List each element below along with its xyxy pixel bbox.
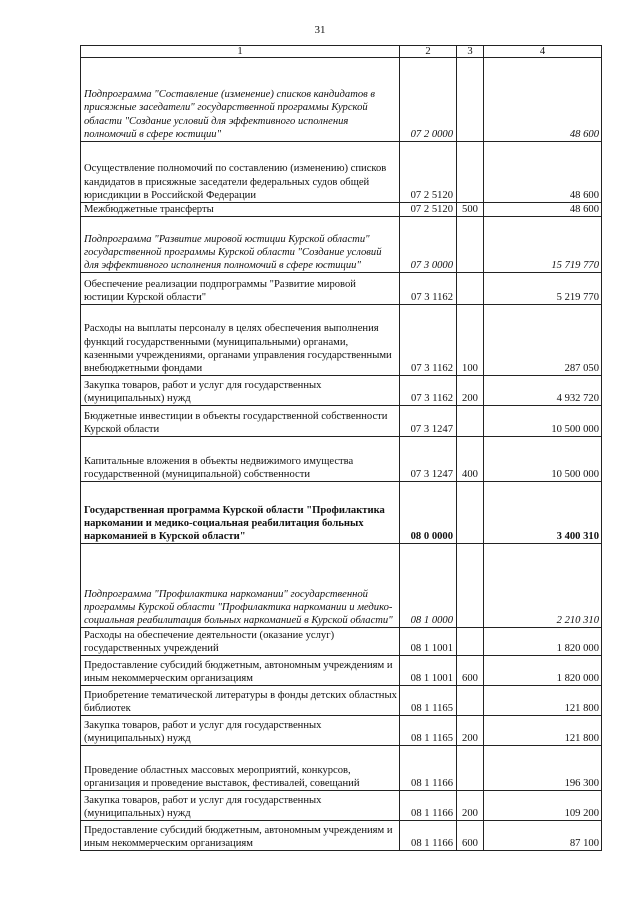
table-row (81, 406, 602, 437)
row-vr-cell: 200 (457, 791, 484, 821)
row-amount-cell: 10 500 000 (484, 406, 602, 437)
table-row (81, 142, 602, 203)
header-col-amount: 4 (484, 46, 602, 58)
table-row (81, 791, 602, 821)
header-col-name: 1 (81, 46, 400, 58)
row-vr-cell: 200 (457, 716, 484, 746)
row-name-cell: Расходы на выплаты персоналу в целях обеспечения выполнения функций государственными (муниципальными) органами, казенными учреждениями, органами управления государственными внебюджетными фондами (81, 305, 400, 376)
table-row (81, 273, 602, 305)
row-amount-cell: 87 100 (484, 821, 602, 851)
row-amount-cell: 48 600 (484, 142, 602, 203)
row-vr-cell (457, 58, 484, 142)
row-name-cell: Обеспечение реализации подпрограммы "Развитие мировой юстиции Курской области" (81, 273, 400, 305)
table-row (81, 746, 602, 791)
row-vr-cell (457, 142, 484, 203)
row-amount-cell: 109 200 (484, 791, 602, 821)
row-name-cell: Закупка товаров, работ и услуг для государственных (муниципальных) нужд (81, 791, 400, 821)
row-name-cell: Государственная программа Курской области "Профилактика наркомании и медико-социальная реабилитация больных наркоманией в Курской области" (81, 482, 400, 544)
row-name-cell: Расходы на обеспечение деятельности (оказание услуг) государственных учреждений (81, 628, 400, 656)
row-amount-cell: 1 820 000 (484, 656, 602, 686)
table-row (81, 716, 602, 746)
row-amount-cell: 4 932 720 (484, 376, 602, 406)
table-row (81, 656, 602, 686)
row-name-cell: Закупка товаров, работ и услуг для государственных (муниципальных) нужд (81, 716, 400, 746)
row-vr-cell (457, 544, 484, 628)
row-name-cell: Подпрограмма "Развитие мировой юстиции Курской области" государственной программы Курской области "Создание условий для эффективного исполнения полномочий в сфере юстиции" (81, 217, 400, 273)
row-code-cell: 07 2 5120 (400, 142, 457, 203)
row-code-cell: 07 3 1162 (400, 376, 457, 406)
row-code-cell: 07 3 1247 (400, 437, 457, 482)
row-code-cell: 08 1 1166 (400, 746, 457, 791)
table-row (81, 376, 602, 406)
table-row (81, 437, 602, 482)
row-name-cell: Межбюджетные трансферты (81, 203, 400, 217)
header-col-vr: 3 (457, 46, 484, 58)
row-amount-cell: 10 500 000 (484, 437, 602, 482)
row-vr-cell: 600 (457, 656, 484, 686)
table-row (81, 544, 602, 628)
row-code-cell: 08 0 0000 (400, 482, 457, 544)
row-amount-cell: 15 719 770 (484, 217, 602, 273)
row-name-cell: Предоставление субсидий бюджетным, автономным учреждениям и иным некоммерческим организациям (81, 656, 400, 686)
row-amount-cell: 121 800 (484, 686, 602, 716)
row-name-cell: Проведение областных массовых мероприятий, конкурсов, организация и проведение выставок, фестивалей, совещаний (81, 746, 400, 791)
table-row (81, 482, 602, 544)
row-name-cell: Подпрограмма "Составление (изменение) списков кандидатов в присяжные заседатели" государственной программы Курской области "Создание условий для эффективного исполнения полномочий в сфере юстиции" (81, 58, 400, 142)
row-vr-cell: 200 (457, 376, 484, 406)
row-vr-cell: 600 (457, 821, 484, 851)
page-number: 31 (314, 24, 326, 36)
row-code-cell: 07 2 5120 (400, 203, 457, 217)
budget-table (80, 45, 602, 851)
row-vr-cell: 500 (457, 203, 484, 217)
header-col-code: 2 (400, 46, 457, 58)
row-code-cell: 08 1 1166 (400, 791, 457, 821)
row-vr-cell (457, 406, 484, 437)
row-vr-cell: 100 (457, 305, 484, 376)
table-row (81, 628, 602, 656)
row-amount-cell: 196 300 (484, 746, 602, 791)
row-vr-cell (457, 273, 484, 305)
row-code-cell: 08 1 1001 (400, 656, 457, 686)
row-vr-cell (457, 686, 484, 716)
row-vr-cell (457, 482, 484, 544)
row-code-cell: 07 3 0000 (400, 217, 457, 273)
row-name-cell: Подпрограмма "Профилактика наркомании" государственной программы Курской области "Профилактика наркомании и медико-социальная реабилитация больных наркоманией в Курской области" (81, 544, 400, 628)
table-row (81, 305, 602, 376)
table-row (81, 203, 602, 217)
row-code-cell: 08 1 1165 (400, 716, 457, 746)
table-row (81, 217, 602, 273)
row-code-cell: 07 3 1162 (400, 273, 457, 305)
row-code-cell: 08 1 1001 (400, 628, 457, 656)
row-name-cell: Осуществление полномочий по составлению (изменению) списков кандидатов в присяжные заседатели федеральных судов общей юрисдикции в Российской Федерации (81, 142, 400, 203)
row-code-cell: 08 1 0000 (400, 544, 457, 628)
row-vr-cell (457, 746, 484, 791)
row-vr-cell (457, 628, 484, 656)
table-row (81, 58, 602, 142)
row-vr-cell (457, 217, 484, 273)
row-amount-cell: 48 600 (484, 203, 602, 217)
row-amount-cell: 3 400 310 (484, 482, 602, 544)
row-name-cell: Капитальные вложения в объекты недвижимого имущества государственной (муниципальной) собственности (81, 437, 400, 482)
row-vr-cell: 400 (457, 437, 484, 482)
row-amount-cell: 5 219 770 (484, 273, 602, 305)
header-row (81, 46, 602, 58)
row-code-cell: 07 2 0000 (400, 58, 457, 142)
row-name-cell: Бюджетные инвестиции в объекты государственной собственности Курской области (81, 406, 400, 437)
row-name-cell: Закупка товаров, работ и услуг для государственных (муниципальных) нужд (81, 376, 400, 406)
row-amount-cell: 2 210 310 (484, 544, 602, 628)
row-amount-cell: 1 820 000 (484, 628, 602, 656)
row-name-cell: Предоставление субсидий бюджетным, автономным учреждениям и иным некоммерческим организациям (81, 821, 400, 851)
row-amount-cell: 121 800 (484, 716, 602, 746)
row-amount-cell: 287 050 (484, 305, 602, 376)
table-row (81, 686, 602, 716)
row-code-cell: 08 1 1166 (400, 821, 457, 851)
row-code-cell: 08 1 1165 (400, 686, 457, 716)
table-row (81, 821, 602, 851)
row-code-cell: 07 3 1162 (400, 305, 457, 376)
row-name-cell: Приобретение тематической литературы в фонды детских областных библиотек (81, 686, 400, 716)
row-code-cell: 07 3 1247 (400, 406, 457, 437)
row-amount-cell: 48 600 (484, 58, 602, 142)
